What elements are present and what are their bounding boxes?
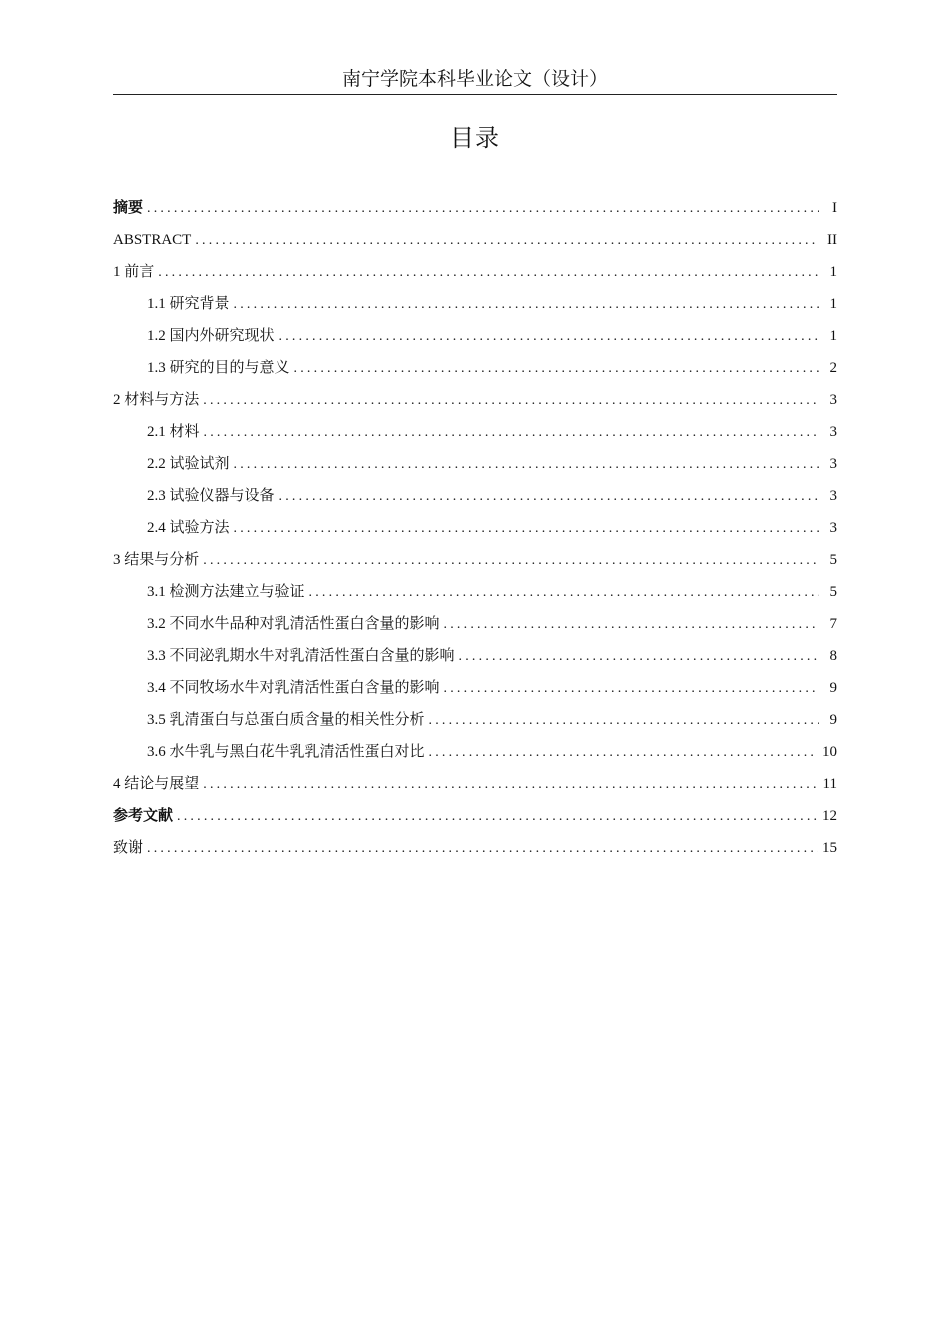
toc-entry-label: 2.3 试验仪器与设备 [147, 488, 275, 504]
toc-entry[interactable] [113, 256, 837, 288]
toc-dot-leader [203, 545, 819, 577]
toc-entry[interactable] [113, 576, 837, 608]
toc-entry-page-number: 11 [822, 776, 837, 792]
toc-entry-page-number: 9 [829, 712, 837, 728]
toc-entry[interactable] [113, 640, 837, 672]
toc-dot-leader [195, 225, 819, 257]
toc-entry[interactable] [113, 832, 837, 864]
toc-entry-label: 3.6 水牛乳与黑白花牛乳乳清活性蛋白对比 [147, 744, 425, 760]
toc-entry-label: 1.2 国内外研究现状 [147, 328, 275, 344]
toc-entry-label: 1.3 研究的目的与意义 [147, 360, 290, 376]
toc-entry-page-number: 10 [822, 744, 837, 760]
toc-entry-label: 1.1 研究背景 [147, 296, 230, 312]
toc-entry-label: 3.4 不同牧场水牛对乳清活性蛋白含量的影响 [147, 680, 440, 696]
toc-dot-leader [444, 673, 819, 705]
toc-entry[interactable] [113, 320, 837, 352]
toc-dot-leader [234, 449, 819, 481]
toc-entry-page-number: 1 [829, 264, 837, 280]
toc-entry[interactable] [113, 544, 837, 576]
toc-entry-page-number: 3 [829, 456, 837, 472]
toc-entry-label: 2.1 材料 [147, 424, 200, 440]
toc-entry-page-number: 7 [829, 616, 837, 632]
toc-dot-leader [147, 833, 818, 865]
toc-dot-leader [203, 385, 819, 417]
toc-dot-leader [309, 577, 819, 609]
toc-entry-label: 2.2 试验试剂 [147, 456, 230, 472]
toc-entry-label: ABSTRACT [113, 232, 192, 248]
toc-entry[interactable] [113, 416, 837, 448]
toc-entry-page-number: 3 [829, 392, 837, 408]
toc-entry-label: 3.1 检测方法建立与验证 [147, 584, 305, 600]
toc-entry-label: 3.5 乳清蛋白与总蛋白质含量的相关性分析 [147, 712, 425, 728]
toc-dot-leader [294, 353, 819, 385]
toc-dot-leader [234, 289, 819, 321]
toc-entry[interactable] [113, 224, 837, 256]
toc-entry-label: 参考文献 [113, 808, 174, 824]
toc-entry[interactable] [113, 800, 837, 832]
toc-entry-page-number: 12 [822, 808, 837, 824]
table-of-contents [113, 192, 837, 864]
toc-entry[interactable] [113, 672, 837, 704]
toc-entry-page-number: 2 [829, 360, 837, 376]
toc-entry-label: 4 结论与展望 [113, 776, 200, 792]
toc-dot-leader [429, 737, 818, 769]
toc-entry[interactable] [113, 480, 837, 512]
toc-entry[interactable] [113, 288, 837, 320]
toc-entry-page-number: 1 [829, 328, 837, 344]
page-title: 目录 [450, 124, 500, 152]
toc-entry[interactable] [113, 768, 837, 800]
toc-entry-page-number: 5 [829, 552, 837, 568]
toc-entry-page-number: I [832, 200, 837, 216]
toc-entry-page-number: 3 [829, 488, 837, 504]
header-title: 南宁学院本科毕业论文（设计） [341, 69, 608, 90]
toc-entry-label: 2 材料与方法 [113, 392, 200, 408]
toc-entry-page-number: 3 [829, 424, 837, 440]
toc-entry-page-number: 15 [822, 840, 837, 856]
toc-dot-leader [204, 417, 819, 449]
toc-entry[interactable] [113, 384, 837, 416]
toc-entry[interactable] [113, 512, 837, 544]
toc-dot-leader [177, 801, 818, 833]
toc-dot-leader [444, 609, 819, 641]
toc-entry-page-number: 8 [829, 648, 837, 664]
toc-dot-leader [459, 641, 819, 673]
toc-entry-page-number: 9 [829, 680, 837, 696]
toc-dot-leader [429, 705, 819, 737]
toc-entry[interactable] [113, 352, 837, 384]
toc-entry-page-number: 5 [829, 584, 837, 600]
toc-entry-label: 摘要 [113, 200, 144, 216]
toc-dot-leader [203, 769, 818, 801]
toc-entry-label: 2.4 试验方法 [147, 520, 230, 536]
toc-entry-label: 致谢 [113, 840, 144, 856]
toc-entry-label: 3.2 不同水牛品种对乳清活性蛋白含量的影响 [147, 616, 440, 632]
toc-entry-page-number: 1 [829, 296, 837, 312]
toc-entry-label: 3.3 不同泌乳期水牛对乳清活性蛋白含量的影响 [147, 648, 455, 664]
toc-entry-page-number: 3 [829, 520, 837, 536]
toc-dot-leader [279, 481, 819, 513]
toc-entry[interactable] [113, 736, 837, 768]
toc-dot-leader [147, 193, 819, 225]
toc-entry[interactable] [113, 448, 837, 480]
toc-entry[interactable] [113, 608, 837, 640]
toc-entry-label: 1 前言 [113, 264, 155, 280]
toc-dot-leader [234, 513, 819, 545]
toc-entry-page-number: II [827, 232, 837, 248]
toc-entry[interactable] [113, 704, 837, 736]
page-header [113, 66, 837, 95]
toc-dot-leader [279, 321, 819, 353]
toc-entry[interactable] [113, 192, 837, 224]
toc-dot-leader [158, 257, 819, 289]
toc-entry-label: 3 结果与分析 [113, 552, 200, 568]
